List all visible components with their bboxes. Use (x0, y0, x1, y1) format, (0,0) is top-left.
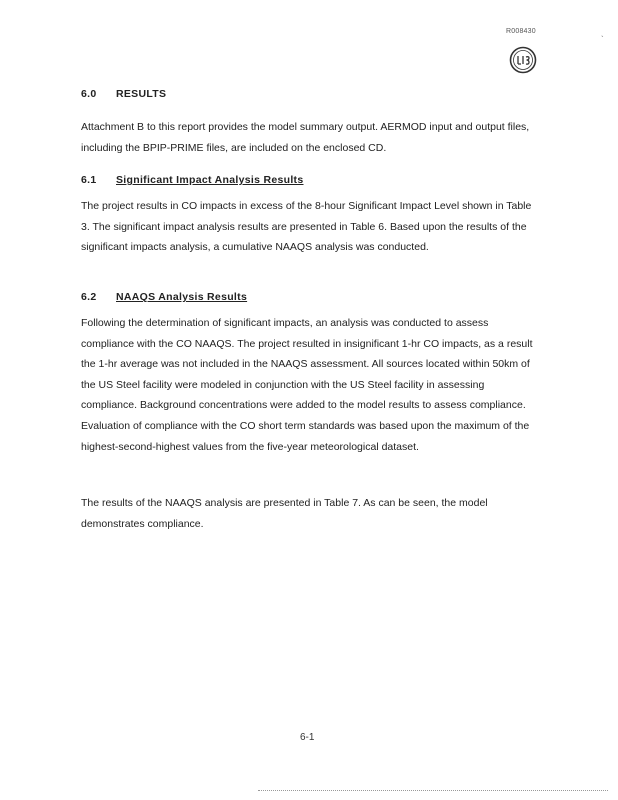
section-title: NAAQS Analysis Results (116, 291, 248, 303)
paragraph-significant-impact: The project results in CO impacts in excess of the 8-hour Significant Impact Level shown in Table 3. The significant impact analysis results are presented in Table 6. Based upon the results of the significant impacts analysis, a cumulative NAAQS analysis was conducted. (81, 200, 532, 254)
footer-rule (258, 790, 608, 791)
section-heading-6-0 (81, 88, 166, 100)
stray-mark: ` (601, 35, 604, 44)
section-number: 6.0 (81, 88, 97, 100)
section-title: Significant Impact Analysis Results (116, 174, 304, 186)
company-seal-icon (509, 46, 537, 74)
document-id: R008430 (506, 28, 536, 35)
paragraph-intro: Attachment B to this report provides the model summary output. AERMOD input and output files, including the BPIP-PRIME files, are included on the enclosed CD. (81, 121, 530, 154)
section-number: 6.1 (81, 174, 97, 186)
section-heading-6-2 (81, 291, 247, 303)
paragraph-conclusion: The results of the NAAQS analysis are presented in Table 7. As can be seen, the model demonstrates compliance. (81, 497, 488, 530)
section-heading-6-1 (81, 174, 304, 186)
page-number: 6-1 (300, 732, 315, 743)
section-number: 6.2 (81, 291, 97, 303)
section-title: RESULTS (116, 88, 167, 100)
paragraph-naaqs-analysis: Following the determination of significant impacts, an analysis was conducted to assess compliance with the CO NAAQS. The project resulted in insignificant 1-hr CO impacts, as a result the 1-hr average was not included in the NAAQS assessment. All sources located within 50km of the US Steel facility were modeled in conjunction with the US Steel facility in assessing compliance. Background concentrations were added to the model results to assess compliance. Evaluation of compliance with the CO short term standards was based upon the maximum of the highest-second-highest values from the five-year meteorological dataset. (81, 317, 533, 453)
